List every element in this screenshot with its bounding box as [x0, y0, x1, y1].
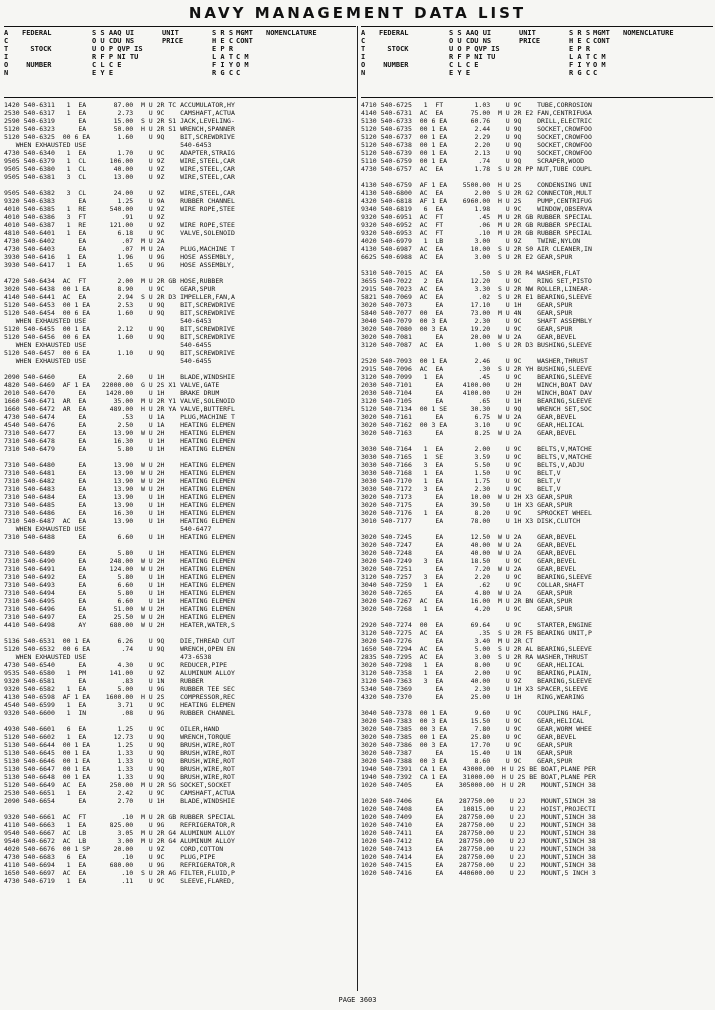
table-row: WHEN EXHAUSTED USE 473-6538: [4, 653, 212, 661]
table-row: 3020 540-7268 1 EA 4.20 U 9C GEAR,SPUR: [361, 605, 573, 613]
table-row: [361, 525, 713, 533]
table-row: 9540 540-6667 AC LB 3.05 M U 2R G4 ALUMINUM ALLOY: [4, 829, 235, 837]
table-row: 9505 540-6382 3 CL 24.00 U 9Z WIRE,STEEL,CAR: [4, 189, 235, 197]
table-row: 3020 540-7175 EA 39.50 U 1H X3 GEAR,SPUR: [361, 501, 573, 509]
table-row: 1020 540-7413 EA 287750.00 U 2J MOUNT,5INCH 38: [361, 845, 596, 853]
header-codes: S S AAQ UI O U CDU NS U O P QVP IS R F P NI TU C L C E E Y E: [449, 29, 500, 77]
table-row: WHEN EXHAUSTED USE 540-6455: [4, 357, 212, 365]
table-row: 5120 540-6739 00 1 EA 2.13 U 9Q SOCKET,CROWFOO: [361, 149, 592, 157]
table-row: 7310 540-6493 EA 6.60 U 1H HEATING ELEMEN: [4, 581, 235, 589]
right-rows: [361, 98, 713, 877]
table-row: 7310 540-6481 EA 13.90 W U 2H HEATING ELEMEN: [4, 469, 235, 477]
table-row: 1020 540-7406 EA 287750.00 U 2J MOUNT,5INCH 38: [361, 797, 596, 805]
table-row: 2030 540-7101 EA 4100.00 U 2H WINCH,BOAT DAV: [361, 381, 592, 389]
table-row: 1420 540-6311 1 EA 87.00 M U 2R TC ACCUMULATOR,HY: [4, 101, 235, 109]
table-row: 2530 540-6651 1 EA 2.42 U 9C CAMSHAFT,ACTUA: [4, 789, 235, 797]
table-row: 5120 540-6735 00 1 EA 2.44 U 9Q SOCKET,CROWFOO: [361, 125, 592, 133]
column-header: [4, 26, 356, 98]
table-row: 3020 540-7080 00 3 EA 19.20 U 9C GEAR,SPUR: [361, 325, 573, 333]
table-row: 4930 540-6601 6 EA 1.25 U 9C OILER,HAND: [4, 725, 220, 733]
table-row: 4140 540-6441 AC EA 2.94 S U 2R D3 IMPELLER,FAN,A: [4, 293, 235, 301]
table-row: 9535 540-6580 1 PM 141.00 U 9Z ALUMINUM ALLOY: [4, 669, 235, 677]
table-row: 4820 540-6469 AF 1 EA 22000.00 G U 2S X1 VALVE,GATE: [4, 381, 220, 389]
table-row: 4810 540-6401 1 EA 6.18 U 9C VALVE,SOLENOID: [4, 229, 235, 237]
table-row: 1660 540-6471 AR EA 35.00 M U 2R Y1 VALVE,SOLENOID: [4, 397, 235, 405]
table-row: 5120 540-6457 00 6 EA 1.10 U 9Q BIT,SCREWDRIVE: [4, 349, 235, 357]
table-row: [4, 181, 356, 189]
table-row: 4730 540-6719 1 EA .11 U 9C SLEEVE,FLARED,: [4, 877, 235, 885]
table-row: 3020 540-7081 EA 20.00 W U 2A GEAR,BEVEL: [361, 333, 577, 341]
table-row: 9320 540-6952 AC FT .06 M U 2R GB RUBBER SPECIAL: [361, 221, 592, 229]
table-row: [4, 629, 356, 637]
right-column: [361, 26, 713, 991]
table-row: [4, 453, 356, 461]
table-row: [4, 805, 356, 813]
table-row: 5120 540-6454 00 6 EA 1.60 U 9Q BIT,SCREWDRIVE: [4, 309, 235, 317]
table-row: 3020 540-7176 1 EA 8.20 U 9C SPROCKET WHEEL: [361, 509, 592, 517]
table-row: 3020 540-7249 3 EA 18.50 U 9C GEAR,BEVEL: [361, 557, 577, 565]
page-number: PAGE 3603: [338, 996, 377, 1004]
header-nomenclature: NOMENCLATURE: [266, 29, 317, 37]
table-row: 5110 540-6759 00 1 EA .74 U 9Q SCRAPER,WOOD: [361, 157, 585, 165]
table-row: 5120 540-6456 00 6 EA 1.60 U 9Q BIT,SCREWDRIVE: [4, 333, 235, 341]
table-row: 4730 540-6540 EA 4.30 U 9C REDUCER,PIPE: [4, 661, 228, 669]
table-row: 5130 540-6648 00 1 EA 1.33 U 9Q BRUSH,WIRE,ROT: [4, 773, 235, 781]
table-row: 4320 540-7370 EA 25.00 U 1H RING,WEARING: [361, 693, 585, 701]
table-row: 9320 540-6661 AC FT .10 M U 2R GB RUBBER SPECIAL: [4, 813, 235, 821]
table-row: 3030 540-7165 1 SE 3.59 U 9C BELTS,V,MATCHE: [361, 453, 592, 461]
table-row: 4720 540-6434 AC FT 2.00 M U 2R GB HOSE,RUBBER: [4, 277, 224, 285]
table-row: 1020 540-7405 EA 305000.00 H U 2R MOUNT,5INCH 38: [361, 781, 596, 789]
table-row: 4730 540-6403 EA .07 M U 2A PLUG,MACHINE T: [4, 245, 235, 253]
table-row: 7310 540-6486 EA 16.30 U 1H HEATING ELEMEN: [4, 509, 235, 517]
table-row: 7310 540-6480 EA 13.90 W U 2H HEATING ELEMEN: [4, 461, 235, 469]
header-action: A C T I O N: [361, 29, 366, 77]
table-row: 4020 540-6676 00 1 SP 20.00 U 9Z CORD,COTTON: [4, 845, 224, 853]
table-row: 1020 540-7410 EA 287750.00 U 2J MOUNT,5INCH 38: [361, 821, 596, 829]
table-row: 3040 540-7259 1 EA .62 U 9C COLLAR,SHAFT: [361, 581, 585, 589]
table-row: 4130 540-6759 AF 1 EA 5500.00 H U 2S CONDENSING UNI: [361, 181, 592, 189]
table-row: 9505 540-6381 3 CL 13.00 U 9Z WIRE,STEEL,CAR: [4, 173, 235, 181]
table-row: 4110 540-6694 1 EA 680.00 U 9G REFRIGERATOR,R: [4, 861, 235, 869]
header-fsn: FEDERAL STOCK NUMBER: [22, 29, 52, 69]
table-row: 3040 540-7079 00 3 EA 2.30 U 9C SHAFT ASSEMBLY: [361, 317, 592, 325]
table-row: 9320 540-6581 EA .83 U 1N RUBBER: [4, 677, 204, 685]
table-row: 3020 540-7265 EA 4.80 W U 2A GEAR,SPUR: [361, 589, 573, 597]
table-row: 3120 540-7087 AC EA 1.00 S U 2R D3 BUSHING,SLEEVE: [361, 341, 592, 349]
table-row: 3030 540-7166 3 EA 5.50 U 9C BELTS,V,ADJU: [361, 461, 585, 469]
table-row: 4130 540-6987 AC EA 10.00 S U 2R S0 AIR CLEANER,IN: [361, 245, 592, 253]
table-row: 5130 540-6645 00 1 EA 1.33 U 9Q BRUSH,WIRE,ROT: [4, 749, 235, 757]
table-row: [4, 365, 356, 373]
table-row: 3040 540-7378 00 1 EA 9.60 U 9C COUPLING HALF,: [361, 709, 592, 717]
table-row: WHEN EXHAUSTED USE 540-6455: [4, 341, 212, 349]
table-row: 5120 540-6737 00 1 EA 2.29 U 9Q SOCKET,CROWFOO: [361, 133, 592, 141]
table-row: 4730 540-6683 6 EA .10 U 9C PLUG,PIPE: [4, 853, 216, 861]
table-row: 5120 540-6323 EA 50.00 H U 2R S1 WRENCH,SPANNER: [4, 125, 235, 133]
table-row: 7310 540-6495 EA 6.60 U 1H HEATING ELEMEN: [4, 597, 235, 605]
table-row: 3020 540-7298 1 EA 8.00 U 9C GEAR,HELICAL: [361, 661, 585, 669]
table-row: 7310 540-6497 EA 25.50 W U 2H HEATING ELEMEN: [4, 613, 235, 621]
table-row: 5130 540-6733 00 6 EA 60.76 U 9Q DRILL,ELECTRIC: [361, 117, 592, 125]
table-row: 2835 540-7295 AC EA 3.00 S U 2R RA WASHER,THRUST: [361, 653, 588, 661]
table-row: [361, 613, 713, 621]
table-row: 5120 540-6602 1 EA 12.73 U 9Q WRENCH,TORQUE: [4, 733, 231, 741]
table-row: 5310 540-7015 AC EA .50 S U 2R R4 WASHER,FLAT: [361, 269, 581, 277]
table-row: 9320 540-6951 AC FT .45 M U 2R GB RUBBER SPECIAL: [361, 213, 592, 221]
table-row: 9320 540-6383 EA 1.25 U 9A RUBBER CHANNEL: [4, 197, 235, 205]
table-row: 7310 540-6477 EA 13.90 W U 2H HEATING ELEMEN: [4, 429, 235, 437]
table-row: 2590 540-6319 EA 15.00 S U 2R S1 JACK,LEVELING-: [4, 117, 235, 125]
table-row: 3120 540-7257 3 EA 2.20 U 9C BEARING,SLEEVE: [361, 573, 592, 581]
header-fsn: FEDERAL STOCK NUMBER: [379, 29, 409, 69]
table-row: 4010 540-6387 1 RE 121.00 U 9Z WIRE ROPE,STEE: [4, 221, 235, 229]
table-row: 9320 540-6600 1 IN .08 U 9G RUBBER CHANNEL: [4, 709, 235, 717]
table-row: 3120 540-7105 EA .65 U 1H BEARING,SLEEVE: [361, 397, 592, 405]
table-row: 5120 540-6455 00 1 EA 2.12 U 9Q BIT,SCREWDRIVE: [4, 325, 235, 333]
header-codes: S S AAQ UI O U CDU NS U O P QVP IS R F P NI TU C L C E E Y E: [92, 29, 143, 77]
table-row: 9540 540-6672 AC LB 3.00 M U 2R G4 ALUMINUM ALLOY: [4, 837, 235, 845]
table-row: 7310 540-6479 EA 5.80 U 1H HEATING ELEMEN: [4, 445, 235, 453]
table-row: 2090 540-6460 EA 2.60 U 1H BLADE,WINDSHIE: [4, 373, 235, 381]
table-row: 3020 540-7251 EA 7.20 W U 2A GEAR,BEVEL: [361, 565, 577, 573]
table-row: 2090 540-6654 EA 2.70 U 1H BLADE,WINDSHIE: [4, 797, 235, 805]
table-row: 1660 540-6472 AR EA 489.00 H U 2R YA VALVE,BUTTERFL: [4, 405, 235, 413]
table-row: 7310 540-6483 EA 13.90 W U 2H HEATING ELEMEN: [4, 485, 235, 493]
table-row: 3020 540-7388 00 3 EA 8.60 U 9C GEAR,SPUR: [361, 757, 573, 765]
table-row: 2920 540-7274 00 EA 69.64 U 9C STARTER,ENGINE: [361, 621, 592, 629]
table-row: 4710 540-6725 1 FT 1.03 U 9C TUBE,CORROSION: [361, 101, 592, 109]
left-rows: [4, 98, 356, 885]
table-row: [4, 717, 356, 725]
table-row: 9320 540-6582 1 EA 5.00 U 9G RUBBER TEE SEC: [4, 685, 235, 693]
table-row: 1940 540-7391 CA 1 EA 43000.00 H U 2S BE BOAT,PLANE PER: [361, 765, 596, 773]
table-row: 3120 540-7358 1 EA 2.00 U 9C BEARING,PLAIN,: [361, 669, 592, 677]
table-row: 4730 540-6340 1 EA 1.70 U 9C ADAPTER,STRAIG: [4, 149, 235, 157]
table-row: 7310 540-6491 EA 124.00 W U 2H HEATING ELEMEN: [4, 565, 235, 573]
table-row: 4320 540-6818 AF 1 EA 6960.00 H U 2S PUMP,CENTRIFUG: [361, 197, 592, 205]
table-row: 4730 540-6757 AC EA 1.78 S U 2R PP NUT,TUBE COUPL: [361, 165, 592, 173]
table-row: 4140 540-6731 AC EA 75.00 M U 2R E2 FAN,CENTRIFUGA: [361, 109, 592, 117]
table-row: 3020 540-7245 EA 12.50 W U 2A GEAR,BEVEL: [361, 533, 577, 541]
table-row: 6625 540-6988 AC EA 3.00 S U 2R E2 GEAR,SPUR: [361, 253, 573, 261]
table-row: 2520 540-7093 00 1 EA 2.46 U 9C WASHER,THRUST: [361, 357, 588, 365]
table-row: 4540 540-6476 EA 2.50 U 1A HEATING ELEMEN: [4, 421, 235, 429]
table-row: 5840 540-7077 00 EA 73.00 M U 4N GEAR,SPUR: [361, 309, 573, 317]
header-action: A C T I O N: [4, 29, 9, 77]
header-unit-price: UNIT PRICE: [519, 29, 541, 45]
table-row: WHEN EXHAUSTED USE 540-6477: [4, 525, 212, 533]
table-row: [361, 261, 713, 269]
table-row: [361, 173, 713, 181]
table-row: 2010 540-6470 EA 1420.00 U 1H BRAKE DRUM: [4, 389, 220, 397]
table-row: 1020 540-7416 EA 440600.00 U 2J MOUNT,5 INCH 3: [361, 869, 596, 877]
table-row: 7310 540-6478 EA 16.30 U 1H HEATING ELEMEN: [4, 437, 235, 445]
table-row: 3020 540-7383 00 3 EA 15.50 U 9C GEAR,HELICAL: [361, 717, 585, 725]
table-row: [361, 701, 713, 709]
table-row: 3930 540-6417 1 EA 1.65 U 9G HOSE ASSEMBLY,: [4, 261, 235, 269]
table-row: 5120 540-7134 00 1 SE 30.30 U 9Q WRENCH SET,SOC: [361, 405, 592, 413]
table-row: [361, 437, 713, 445]
table-row: 3120 540-7363 3 EA 40.00 U 9Z BEARING,SLEEVE: [361, 677, 592, 685]
table-row: 1650 540-6697 AC EA .10 S U 2R AG FILTER,FLUID,P: [4, 869, 235, 877]
table-row: 7310 540-6494 EA 5.80 U 1H HEATING ELEMEN: [4, 589, 235, 597]
table-row: 2915 540-7096 AC EA .30 S U 2R YH BUSHING,SLEEVE: [361, 365, 592, 373]
table-row: 3020 540-7173 EA 10.00 W U 2H X3 GEAR,SPUR: [361, 493, 573, 501]
table-row: 1020 540-7412 EA 287750.00 U 2J MOUNT,5INCH 38: [361, 837, 596, 845]
table-row: 7310 540-6490 EA 248.00 W U 2H HEATING ELEMEN: [4, 557, 235, 565]
table-row: 3030 540-7164 1 EA 2.00 U 9C BELTS,V,MATCHE: [361, 445, 592, 453]
table-row: 3030 540-7172 3 EA 2.30 U 9C BELT,V: [361, 485, 561, 493]
table-row: 1020 540-7414 EA 287750.00 U 2J MOUNT,5INCH 38: [361, 853, 596, 861]
table-row: 7310 540-6482 EA 13.90 W U 2H HEATING ELEMEN: [4, 477, 235, 485]
table-row: [361, 349, 713, 357]
table-row: 3655 540-7022 2 EA 12.20 U 9C RING SET,PISTO: [361, 277, 592, 285]
table-row: 3030 540-7168 1 EA 1.50 U 9C BELT,V: [361, 469, 561, 477]
table-row: 4540 540-6599 1 EA 3.71 U 9C HEATING ELEMEN: [4, 701, 235, 709]
table-row: 3020 540-7276 EA 3.40 M U 2R CT: [361, 637, 534, 645]
table-row: 2030 540-7104 EA 4100.00 U 2H WINCH,BOAT DAV: [361, 389, 592, 397]
table-row: 3020 540-7162 00 3 EA 3.10 U 9C GEAR,HELICAL: [361, 421, 585, 429]
table-row: 5120 540-6325 00 6 EA 1.60 U 9Q BIT,SCREWDRIVE: [4, 133, 235, 141]
table-row: 7310 540-6484 EA 13.90 U 1H HEATING ELEMEN: [4, 493, 235, 501]
table-row: 4110 540-6663 1 EA 825.00 U 9G REFRIGERATOR,R: [4, 821, 235, 829]
page-title: NAVY MANAGEMENT DATA LIST: [188, 4, 527, 22]
table-row: 4010 540-6386 3 FT .91 U 9Z: [4, 213, 165, 221]
table-row: 2915 540-7023 AC EA 3.30 S U 2R NW ROLLER,LINEAR-: [361, 285, 592, 293]
table-row: 3030 540-7170 1 EA 1.75 U 9C BELT,V: [361, 477, 561, 485]
table-row: 9505 540-6380 1 CL 40.00 U 9Z WIRE,STEEL,CAR: [4, 165, 235, 173]
table-row: 4020 540-6979 1 LB 3.00 U 9Z TWINE,NYLON: [361, 237, 581, 245]
table-row: 5340 540-7369 EA 2.30 U 1H X3 SPACER,SLEEVE: [361, 685, 588, 693]
table-row: 5130 540-6644 00 1 EA 1.25 U 9Q BRUSH,WIRE,ROT: [4, 741, 235, 749]
table-row: 1020 540-7408 EA 10815.00 U 2J HOIST,PROJECTI: [361, 805, 596, 813]
table-row: 3020 540-7387 EA 15.40 U 1N GEAR,SPUR: [361, 749, 573, 757]
table-row: 5130 540-6647 00 1 EA 1.33 U 9Q BRUSH,WIRE,ROT: [4, 765, 235, 773]
table-row: 7310 540-6487 AC EA 13.90 U 1H HEATING ELEMEN: [4, 517, 235, 525]
table-row: 7310 540-6488 EA 6.60 U 1H HEATING ELEMEN: [4, 533, 235, 541]
table-row: 3930 540-6416 1 EA 1.96 U 9G HOSE ASSEMBLY,: [4, 253, 235, 261]
table-row: 7310 540-6485 EA 13.90 U 1H HEATING ELEMEN: [4, 501, 235, 509]
table-row: 2530 540-6317 1 EA 2.73 U 9C CAMSHAFT,ACTUA: [4, 109, 235, 117]
header-mgmt: MGMT CONT C M O M C: [593, 29, 610, 77]
left-column: [4, 26, 356, 991]
table-row: 9505 540-6379 1 CL 106.00 U 9Z WIRE,STEEL,CAR: [4, 157, 235, 165]
header-mgmt: MGMT CONT C M O M C: [236, 29, 253, 77]
table-row: 5120 540-6453 00 1 EA 2.53 U 9Q BIT,SCREWDRIVE: [4, 301, 235, 309]
header-srs: S R S H E C E P R L A T F I Y R G C: [569, 29, 591, 77]
table-row: 9320 540-6953 AC FT .10 M U 2R GB RUBBER SPECIAL: [361, 229, 592, 237]
table-row: 5136 540-6531 00 1 EA 6.26 U 9Q DIE,THREAD CUT: [4, 637, 235, 645]
table-row: 5821 540-7069 AC EA .02 S U 2R E1 BEARING,SLEEVE: [361, 293, 592, 301]
table-row: 3020 540-7163 EA 8.25 W U 2A GEAR,BEVEL: [361, 429, 577, 437]
table-row: 3020 540-7161 EA 6.75 W U 2A GEAR,BEVEL: [361, 413, 577, 421]
table-row: 5130 540-6646 00 1 EA 1.33 U 9Q BRUSH,WIRE,ROT: [4, 757, 235, 765]
column-divider: [357, 26, 358, 991]
table-row: [4, 541, 356, 549]
table-row: 1650 540-7294 AC EA 5.00 S U 2R AL BEARING,SLEEVE: [361, 645, 592, 653]
header-nomenclature: NOMENCLATURE: [623, 29, 674, 37]
table-row: 1940 540-7392 CA 1 EA 31000.00 H U 2S BE BOAT,PLANE PER: [361, 773, 596, 781]
table-row: 5120 540-6532 00 6 EA .74 U 9Q WRENCH,OPEN EN: [4, 645, 235, 653]
table-row: 4010 540-6385 1 RE 540.00 U 9Z WIRE ROPE,STEE: [4, 205, 235, 213]
table-row: 3020 540-7385 00 3 EA 7.80 U 9C GEAR,WORM WHEE: [361, 725, 592, 733]
table-row: 3020 540-7386 00 3 EA 17.70 U 9C GEAR,SPUR: [361, 741, 573, 749]
table-row: 1020 540-7415 EA 287750.00 U 2J MOUNT,5INCH 38: [361, 861, 596, 869]
table-row: 4730 540-6402 EA .07 M U 2A: [4, 237, 165, 245]
header-unit-price: UNIT PRICE: [162, 29, 184, 45]
table-row: WHEN EXHAUSTED USE 540-6453: [4, 317, 212, 325]
table-row: 1020 540-7411 EA 287750.00 U 2J MOUNT,5INCH 38: [361, 829, 596, 837]
table-row: 4730 540-6474 EA .53 U 1A PLUG,MACHINE T: [4, 413, 235, 421]
table-row: 1020 540-7409 EA 287750.00 U 2J MOUNT,5INCH 38: [361, 813, 596, 821]
table-row: 4130 540-6800 AC EA 2.00 S U 2R G2 CONNECTOR,MULT: [361, 189, 592, 197]
table-row: 3020 540-7248 EA 40.00 W U 2A GEAR,BEVEL: [361, 549, 577, 557]
table-row: 5120 540-6649 AC EA 250.00 M U 2R SG SOCKET,SOCKET: [4, 781, 231, 789]
table-row: 5120 540-6738 00 1 EA 2.20 U 9Q SOCKET,CROWFOO: [361, 141, 592, 149]
table-row: 7310 540-6492 EA 5.80 U 1H HEATING ELEMEN: [4, 573, 235, 581]
table-row: 3020 540-7385 00 1 EA 25.80 U 9C GEAR,BEVEL: [361, 733, 577, 741]
column-header: [361, 26, 713, 98]
table-row: WHEN EXHAUSTED USE 540-6453: [4, 141, 212, 149]
table-row: 3020 540-7247 EA 40.00 W U 2A GEAR,BEVEL: [361, 541, 577, 549]
table-row: 3020 540-7073 EA 17.10 U 1H GEAR,SPUR: [361, 301, 573, 309]
table-row: 7310 540-6496 EA 51.00 W U 2H HEATING ELEMEN: [4, 605, 235, 613]
table-row: 9340 540-6819 6 EA 1.98 U 9C WINDOW,OBSERVA: [361, 205, 592, 213]
table-row: 4410 540-6498 AY 680.00 W U 2H HEATER,WATER,S: [4, 621, 235, 629]
table-row: 3120 540-7275 AC EA .35 S U 2R F5 BEARING UNIT,P: [361, 629, 592, 637]
table-row: 3020 540-6438 00 1 EA 8.90 U 9C GEAR,SPUR: [4, 285, 216, 293]
table-row: 4130 540-6598 AF 1 EA 1600.00 H U 2S COMPRESSOR,REC: [4, 693, 235, 701]
table-row: 7310 540-6489 EA 5.80 U 1H HEATING ELEMEN: [4, 549, 235, 557]
table-row: [361, 789, 713, 797]
table-row: 3020 540-7267 AC EA 16.00 M U 2R BN GEAR,SPUR: [361, 597, 573, 605]
table-row: [4, 269, 356, 277]
header-srs: S R S H E C E P R L A T F I Y R G C: [212, 29, 234, 77]
table-row: 3010 540-7177 EA 78.00 U 1H X3 DISK,CLUTCH: [361, 517, 581, 525]
table-row: 3120 540-7099 1 EA .45 U 9C BEARING,SLEEVE: [361, 373, 592, 381]
